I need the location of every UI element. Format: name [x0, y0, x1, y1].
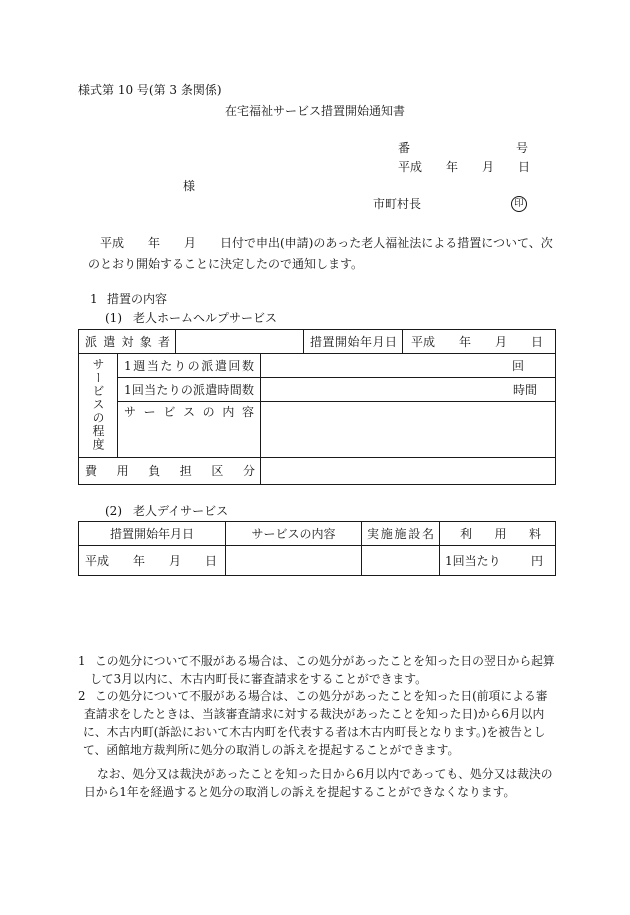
note-2-line-3: に、木古内町(訴訟において木古内町を代表する者は木古内町長となります。)を被告とし: [83, 725, 546, 739]
table-row: [79, 458, 556, 485]
table-row: [79, 354, 556, 378]
section-number: 1: [90, 292, 98, 306]
note-2-number: 2: [78, 689, 86, 703]
table-header-row: [79, 522, 556, 546]
weekly-visits-unit: 回: [261, 354, 556, 378]
fee-yen-unit: 円: [530, 553, 543, 568]
table-row: [79, 330, 556, 354]
addressee-suffix: 様: [183, 179, 196, 193]
note-2-line-2: 査請求をしたときは、当該審査請求に対する裁決があったことを知った日)から6月以内: [84, 707, 545, 721]
header-facility-name: 実施施設名: [362, 522, 440, 546]
cost-share-value-cell: [261, 458, 556, 485]
day-service-number: (2): [105, 504, 122, 518]
header-fee: 利用料: [440, 522, 556, 546]
day-service-content-value-cell: [226, 546, 362, 576]
document-number-suffix: 号: [515, 141, 528, 155]
document-title: 在宅福祉サービス措置開始通知書: [224, 104, 405, 118]
seal-mark: [511, 196, 527, 212]
home-help-title: 老人ホームヘルプサービス: [133, 311, 278, 325]
fee-row: [440, 554, 555, 568]
day-service-table: [78, 521, 556, 576]
cost-share-label: 費用負担区分: [79, 458, 261, 485]
service-content-value-cell: [261, 402, 556, 458]
note-1-line-2: して3月以内に、木古内町長に審査請求をすることができます。: [90, 672, 427, 686]
sender-title: 市町村長: [373, 197, 422, 211]
weekly-visits-label: 1週当たりの派遣回数: [118, 354, 261, 378]
fee-cell: [440, 546, 556, 576]
home-help-service-table: [78, 329, 556, 485]
table-row: [79, 546, 556, 576]
fee-per-visit-label: 1回当たり: [445, 553, 501, 568]
start-date-label: 措置開始年月日: [304, 330, 403, 354]
document-number-prefix: 番: [398, 141, 411, 155]
service-level-label: サービスの程度: [91, 358, 105, 450]
service-content-label: サービスの内容: [118, 402, 261, 458]
start-date-value: 平成 年 月 日: [403, 330, 556, 354]
dispatch-target-value-cell: [176, 330, 304, 354]
header-service-content: サービスの内容: [226, 522, 362, 546]
service-level-cell: [79, 354, 118, 458]
table-row: [79, 402, 556, 458]
note-1-number: 1: [78, 654, 86, 668]
day-service-start-date-value: 平成 年 月 日: [79, 546, 226, 576]
dispatch-target-label: 派遣対象者: [79, 330, 176, 354]
header-start-date: 措置開始年月日: [79, 522, 226, 546]
intro-line-2: のとおり開始することに決定したので通知します。: [88, 257, 364, 271]
issue-date: 平成 年 月 日: [398, 160, 531, 174]
note-2-supplement-line-1: なお、処分又は裁決があったことを知った日から6月以内であっても、処分又は裁決の: [97, 767, 553, 781]
home-help-number: (1): [105, 311, 122, 325]
note-2-line-4: て、函館地方裁判所に処分の取消しの訴えを提起することができます。: [83, 743, 460, 757]
seal-mark-label: 印: [514, 198, 524, 209]
form-number: 様式第 10 号(第 3 条関係): [78, 83, 222, 97]
day-service-title: 老人デイサービス: [133, 504, 229, 518]
hours-per-visit-unit: 時間: [261, 378, 556, 402]
section-heading: 措置の内容: [107, 292, 168, 306]
note-2-supplement-line-2: 日から1年を経過すると処分の取消しの訴えを提起することができなくなります。: [84, 785, 516, 799]
document-number: [398, 141, 528, 155]
table-row: [79, 378, 556, 402]
hours-per-visit-label: 1回当たりの派遣時間数: [118, 378, 261, 402]
note-2-line-1: この処分について不服がある場合は、この処分があったことを知った日(前項による審: [95, 689, 548, 703]
facility-name-value-cell: [362, 546, 440, 576]
note-1-line-1: この処分について不服がある場合は、この処分があったことを知った日の翌日から起算: [95, 654, 555, 668]
intro-line-1: 平成 年 月 日付で申出(申請)のあった老人福祉法による措置について、次: [100, 236, 553, 250]
